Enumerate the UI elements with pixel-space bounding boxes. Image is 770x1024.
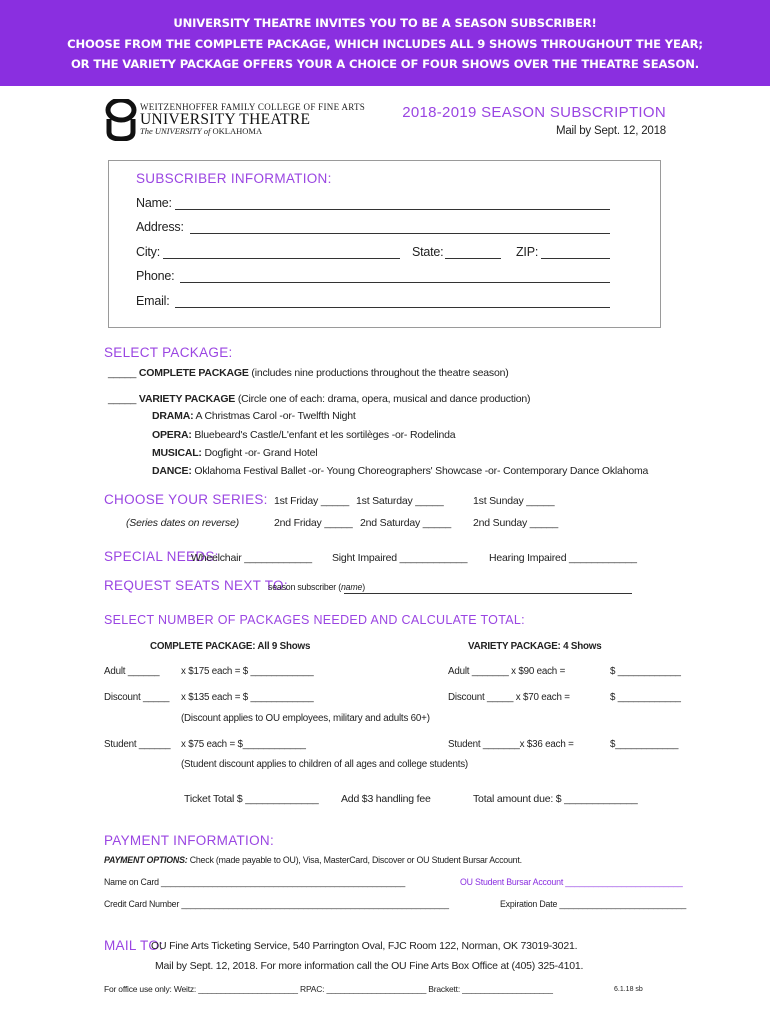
- handling-fee-label: Add $3 handling fee: [341, 793, 431, 805]
- mail-to-heading: MAIL TO:: [104, 938, 164, 953]
- dance-desc: Oklahoma Festival Ballet -or- Young Choreographers' Showcase -or- Contemporary Dance Oklahoma: [191, 465, 649, 477]
- state-field[interactable]: [445, 258, 501, 259]
- drama-label: DRAMA:: [152, 410, 194, 422]
- logo-theatre-name: UNIVERSITY THEATRE: [140, 111, 311, 128]
- opera-choice[interactable]: [152, 429, 455, 441]
- ticket-total-field[interactable]: Ticket Total $ _____________: [184, 793, 319, 805]
- discount-note: (Discount applies to OU employees, military and adults 60+): [181, 713, 430, 724]
- opera-label: OPERA:: [152, 429, 192, 441]
- variety-package-label: VARIETY PACKAGE: [138, 393, 236, 405]
- address-field[interactable]: [190, 233, 610, 234]
- mail-deadline-info: Mail by Sept. 12, 2018. For more information call the OU Fine Arts Box Office at (405) 325-4101.: [155, 960, 584, 972]
- page-title: 2018-2019 SEASON SUBSCRIPTION: [402, 104, 666, 121]
- logo-university-pre: The UNIVERSITY: [140, 126, 204, 136]
- series-1st-sunday[interactable]: 1st Sunday _____: [473, 495, 555, 507]
- city-field[interactable]: [163, 258, 400, 259]
- complete-package-option[interactable]: [108, 367, 509, 379]
- opera-desc: Bluebeard's Castle/L'enfant et les sortilèges -or- Rodelinda: [191, 429, 456, 441]
- request-seats-label: [268, 582, 365, 592]
- amount-due-field[interactable]: Total amount due: $ _____________: [473, 793, 638, 805]
- name-label: Name:: [136, 196, 172, 210]
- complete-package-desc: (includes nine productions throughout the theatre season): [248, 367, 509, 379]
- hearing-impaired-field[interactable]: Hearing Impaired ____________: [489, 552, 637, 564]
- variety-package-desc: (Circle one of each: drama, opera, musical and dance production): [235, 393, 531, 405]
- musical-choice[interactable]: [152, 447, 317, 459]
- form-code: 6.1.18 sb: [614, 986, 643, 993]
- email-field[interactable]: [175, 307, 610, 308]
- series-1st-saturday[interactable]: 1st Saturday _____: [356, 495, 444, 507]
- payment-options-desc: Check (made payable to OU), Visa, MasterCard, Discover or OU Student Bursar Account.: [187, 855, 522, 865]
- series-note: (Series dates on reverse): [126, 517, 239, 529]
- choose-series-heading: CHOOSE YOUR SERIES:: [104, 492, 268, 507]
- payment-heading: PAYMENT INFORMATION:: [104, 833, 275, 848]
- variety-package-blank[interactable]: _____: [108, 393, 137, 405]
- discount-variety-qty[interactable]: Discount _____ x $70 each =: [448, 692, 570, 703]
- musical-desc: Dogfight -or- Grand Hotel: [201, 447, 318, 459]
- name-on-card-field[interactable]: Name on Card ____________________________________________________: [104, 877, 406, 887]
- calculate-total-heading: SELECT NUMBER OF PACKAGES NEEDED AND CALCULATE TOTAL:: [104, 613, 525, 627]
- discount-complete-qty[interactable]: Discount _____: [104, 692, 170, 703]
- series-2nd-saturday[interactable]: 2nd Saturday _____: [360, 517, 451, 529]
- complete-package-blank[interactable]: _____: [108, 367, 137, 379]
- student-variety-total[interactable]: $____________: [610, 739, 679, 750]
- logo-university-name: [140, 126, 262, 136]
- discount-complete-total[interactable]: x $135 each = $ ____________: [181, 692, 314, 703]
- name-field[interactable]: [175, 209, 610, 210]
- mail-by-date: Mail by Sept. 12, 2018: [555, 125, 666, 137]
- variety-package-pricing-heading: VARIETY PACKAGE: 4 Shows: [468, 641, 602, 652]
- header-banner: [0, 0, 770, 86]
- request-seats-label-end: ): [362, 582, 365, 592]
- series-2nd-friday[interactable]: 2nd Friday _____: [274, 517, 353, 529]
- request-seats-heading: REQUEST SEATS NEXT TO:: [104, 578, 288, 593]
- series-1st-friday[interactable]: 1st Friday _____: [274, 495, 350, 507]
- dance-choice[interactable]: [152, 465, 648, 477]
- logo-university-of: of: [203, 126, 211, 136]
- mail-address: OU Fine Arts Ticketing Service, 540 Parrington Oval, FJC Room 122, Norman, OK 73019-3021.: [151, 940, 578, 952]
- zip-field[interactable]: [541, 258, 610, 259]
- phone-field[interactable]: [180, 282, 610, 283]
- special-needs-heading: SPECIAL NEEDS:: [104, 549, 219, 564]
- variety-package-option[interactable]: [108, 393, 530, 405]
- adult-complete-total[interactable]: x $175 each = $ ____________: [181, 666, 314, 677]
- payment-options-label: PAYMENT OPTIONS:: [104, 855, 188, 865]
- bursar-account-field[interactable]: OU Student Bursar Account _________________________: [460, 877, 683, 887]
- banner-line-1: UNIVERSITY THEATRE INVITES YOU TO BE A SEASON SUBSCRIBER!: [173, 16, 597, 30]
- banner-line-3: OR THE VARIETY PACKAGE OFFERS YOUR A CHOICE OF FOUR SHOWS OVER THE THEATRE SEASON.: [70, 57, 700, 71]
- ou-logo-icon: [105, 99, 137, 146]
- email-label: Email:: [136, 294, 170, 308]
- logo-college-name: WEITZENHOFFER FAMILY COLLEGE OF FINE ARTS: [140, 102, 366, 112]
- adult-variety-qty[interactable]: Adult _______ x $90 each =: [448, 666, 566, 677]
- complete-package-label: COMPLETE PACKAGE: [138, 367, 249, 379]
- state-label: State:: [412, 245, 444, 259]
- drama-choice[interactable]: [152, 410, 356, 422]
- office-use-only: For office use only: Weitz: ______________________ RPAC: ______________________ Brackett: ____________________: [104, 984, 553, 994]
- drama-desc: A Christmas Carol -or- Twelfth Night: [193, 410, 356, 422]
- logo-university-post: OKLAHOMA: [210, 126, 263, 136]
- zip-label: ZIP:: [516, 245, 539, 259]
- adult-complete-qty[interactable]: Adult ______: [104, 666, 160, 677]
- request-seats-label-text: season subscriber (: [268, 582, 341, 592]
- payment-options: [104, 855, 522, 865]
- student-complete-qty[interactable]: Student ______: [104, 739, 171, 750]
- series-2nd-sunday[interactable]: 2nd Sunday _____: [473, 517, 558, 529]
- address-label: Address:: [136, 220, 184, 234]
- student-variety-qty[interactable]: Student _______x $36 each =: [448, 739, 574, 750]
- city-label: City:: [136, 245, 161, 259]
- banner-line-2: CHOOSE FROM THE COMPLETE PACKAGE, WHICH INCLUDES ALL 9 SHOWS THROUGHOUT THE YEAR;: [67, 36, 703, 51]
- student-complete-total[interactable]: x $75 each = $____________: [181, 739, 306, 750]
- card-number-field[interactable]: Credit Card Number _________________________________________________________: [104, 899, 449, 909]
- dance-label: DANCE:: [152, 465, 192, 477]
- student-note: (Student discount applies to children of all ages and college students): [181, 759, 468, 770]
- select-package-heading: SELECT PACKAGE:: [104, 345, 233, 360]
- adult-variety-total[interactable]: $ ____________: [610, 666, 681, 677]
- discount-variety-total[interactable]: $ ____________: [610, 692, 681, 703]
- sight-impaired-field[interactable]: Sight Impaired ____________: [332, 552, 468, 564]
- musical-label: MUSICAL:: [152, 447, 202, 459]
- expiration-date-field[interactable]: Expiration Date ___________________________: [500, 899, 687, 909]
- wheelchair-field[interactable]: Wheelchair ____________: [191, 552, 312, 564]
- subscriber-heading: SUBSCRIBER INFORMATION:: [136, 171, 332, 186]
- request-seats-label-name: name: [340, 582, 363, 592]
- complete-package-pricing-heading: COMPLETE PACKAGE: All 9 Shows: [150, 641, 311, 652]
- request-seats-field[interactable]: [344, 593, 632, 594]
- phone-label: Phone:: [136, 269, 175, 283]
